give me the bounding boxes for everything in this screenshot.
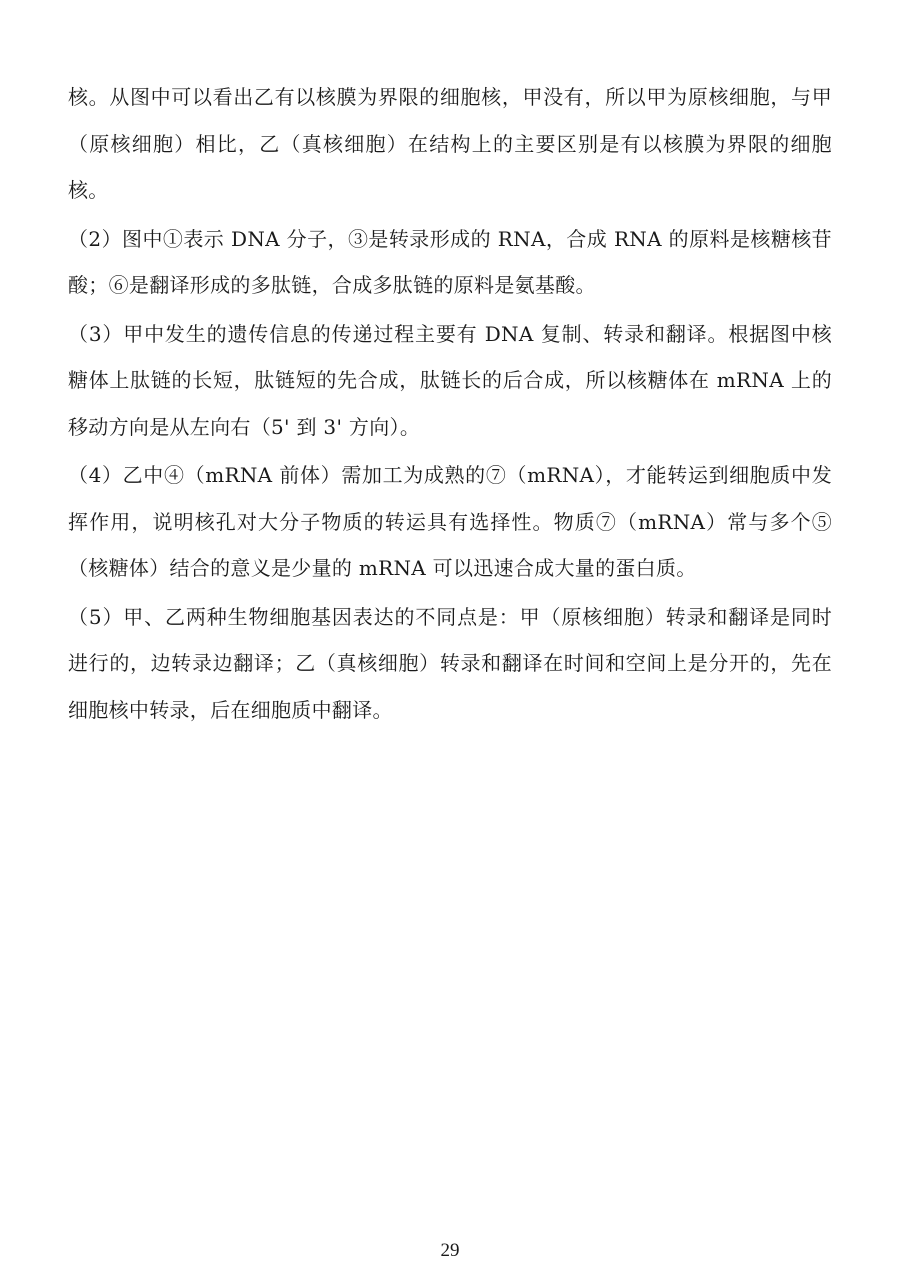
- paragraph-answer-2: （2）图中①表示 DNA 分子，③是转录形成的 RNA，合成 RNA 的原料是核糖核苷酸；⑥是翻译形成的多肽链，合成多肽链的原料是氨基酸。: [68, 226, 832, 297]
- paragraph-continuation: 核。从图中可以看出乙有以核膜为界限的细胞核，甲没有，所以甲为原核细胞，与甲（原核细胞）相比，乙（真核细胞）在结构上的主要区别是有以核膜为界限的细胞核。: [68, 85, 832, 202]
- paragraph-answer-4: （4）乙中④（mRNA 前体）需加工为成熟的⑦（mRNA），才能转运到细胞质中发挥作用，说明核孔对大分子物质的转运具有选择性。物质⑦（mRNA）常与多个⑤（核糖体）结合的意义是少量的 mRNA 可以迅速合成大量的蛋白质。: [68, 463, 832, 580]
- page-number: 29: [440, 1240, 460, 1261]
- answer-text-block: [68, 74, 832, 735]
- paragraph-answer-5: （5）甲、乙两种生物细胞基因表达的不同点是：甲（原核细胞）转录和翻译是同时进行的，边转录边翻译；乙（真核细胞）转录和翻译在时间和空间上是分开的，先在细胞核中转录，后在细胞质中翻译。: [68, 604, 832, 722]
- paragraph-answer-3: （3）甲中发生的遗传信息的传递过程主要有 DNA 复制、转录和翻译。根据图中核糖体上肽链的长短，肽链短的先合成，肽链长的后合成，所以核糖体在 mRNA 上的移动方向是从左向右（5' 到 3' 方向）。: [68, 321, 832, 439]
